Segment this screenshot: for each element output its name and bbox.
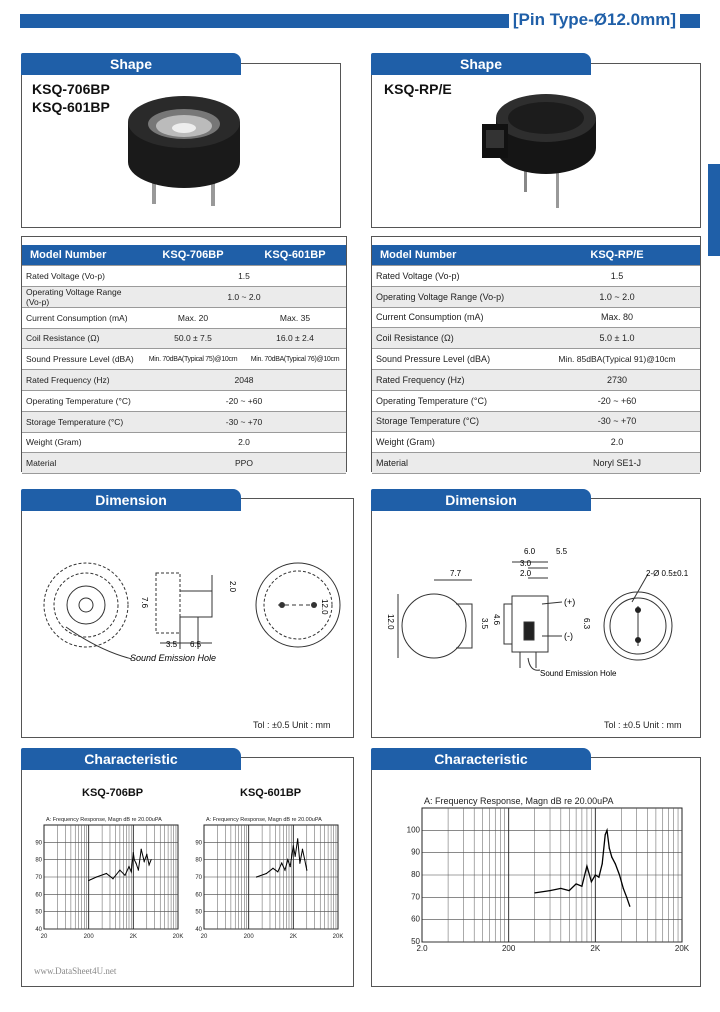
table-row bbox=[22, 432, 346, 453]
chart-x-tick: 200 bbox=[243, 934, 254, 940]
value-cell: Max. 35 bbox=[244, 307, 346, 328]
chart-point bbox=[281, 863, 282, 864]
value-cell: -20 ~ +60 bbox=[142, 390, 346, 411]
chart-y-tick: 60 bbox=[411, 914, 420, 924]
chart-point bbox=[560, 888, 561, 889]
right-dimension-header: Dimension bbox=[371, 489, 591, 511]
table-row bbox=[22, 266, 346, 287]
param-cell: Sound Pressure Level (dBA) bbox=[22, 349, 142, 370]
chart-y-tick: 90 bbox=[411, 847, 420, 857]
plus-terminal: (+) bbox=[564, 597, 576, 607]
chart-706 bbox=[30, 815, 182, 943]
chart-point bbox=[302, 849, 303, 850]
table-row bbox=[372, 390, 700, 411]
param-cell: Material bbox=[372, 453, 534, 474]
table-header-row bbox=[22, 245, 346, 266]
chart-x-tick: 200 bbox=[501, 944, 516, 953]
chart-point bbox=[128, 866, 129, 867]
left-dimension-drawing bbox=[30, 555, 345, 690]
chart-point bbox=[256, 876, 257, 877]
left-spec-panel bbox=[21, 236, 347, 472]
left-spec-table bbox=[22, 245, 346, 474]
dim-label: 3.0 bbox=[520, 559, 532, 568]
chart-y-tick: 80 bbox=[195, 857, 202, 864]
right-characteristic-header: Characteristic bbox=[371, 748, 591, 770]
chart-x-tick: 2K bbox=[129, 934, 138, 940]
param-cell: Storage Temperature (°C) bbox=[372, 411, 534, 432]
table-row bbox=[22, 349, 346, 370]
chart-title-601: KSQ-601BP bbox=[240, 787, 302, 799]
dim-label: 5.5 bbox=[556, 547, 568, 556]
param-cell: Operating Temperature (°C) bbox=[372, 390, 534, 411]
chart-point bbox=[623, 888, 624, 889]
value-cell: Min. 70dBA(Typical 75)@10cm bbox=[142, 349, 244, 370]
dim-label: 4.6 bbox=[492, 614, 501, 626]
param-cell: Rated Frequency (Hz) bbox=[372, 369, 534, 390]
chart-point bbox=[146, 854, 147, 855]
chart-y-tick: 70 bbox=[195, 875, 202, 881]
param-cell: Current Consumption (mA) bbox=[22, 307, 142, 328]
chart-x-tick: 200 bbox=[83, 934, 94, 940]
table-row bbox=[22, 328, 346, 349]
chart-point bbox=[134, 859, 135, 860]
table-row bbox=[372, 411, 700, 432]
chart-point bbox=[266, 873, 267, 874]
value-cell: Min. 85dBA(Typical 91)@10cm bbox=[534, 349, 700, 370]
chart-x-tick: 2.0 bbox=[416, 944, 428, 953]
chart-y-tick: 90 bbox=[195, 840, 202, 847]
dim-label: 12.0 bbox=[320, 599, 329, 615]
value-cell: 1.0 ~ 2.0 bbox=[142, 286, 346, 307]
chart-601 bbox=[190, 815, 342, 943]
dim-label: 2.0 bbox=[228, 581, 237, 593]
value-cell: PPO bbox=[142, 453, 346, 474]
param-cell: Sound Pressure Level (dBA) bbox=[372, 349, 534, 370]
chart-point bbox=[272, 868, 273, 869]
chart-point bbox=[106, 873, 107, 874]
chart-y-tick: 90 bbox=[35, 840, 42, 847]
chart-point bbox=[88, 880, 89, 881]
sound-hole-label: Sound Emission Hole bbox=[130, 653, 217, 663]
value-cell: Max. 80 bbox=[534, 307, 700, 328]
chart-point bbox=[287, 859, 288, 860]
table-row bbox=[372, 307, 700, 328]
left-characteristic-header: Characteristic bbox=[21, 748, 241, 770]
table-row bbox=[372, 328, 700, 349]
value-cell: 2048 bbox=[142, 370, 346, 391]
chart-point bbox=[133, 852, 134, 853]
col-706: KSQ-706BP bbox=[142, 245, 244, 266]
right-product-photo bbox=[478, 82, 598, 218]
side-index-tab bbox=[708, 164, 720, 256]
right-spec-table bbox=[372, 245, 700, 474]
chart-y-tick: 50 bbox=[411, 937, 420, 946]
chart-y-tick: 70 bbox=[411, 892, 420, 902]
chart-subtitle: A: Frequency Response, Magn dB re 20.00uPA bbox=[46, 817, 162, 823]
param-cell: Operating Voltage Range (Vo-p) bbox=[22, 286, 142, 307]
sound-hole-label: Sound Emission Hole bbox=[540, 669, 617, 678]
value-cell: Noryl SE1-J bbox=[534, 453, 700, 474]
table-row bbox=[372, 266, 700, 287]
chart-point bbox=[598, 877, 599, 878]
top-title-bar bbox=[20, 10, 700, 29]
chart-point bbox=[569, 890, 570, 891]
value-cell: -30 ~ +70 bbox=[534, 411, 700, 432]
col-model-number: Model Number bbox=[372, 245, 534, 266]
chart-y-tick: 40 bbox=[195, 927, 202, 933]
dim-label: 3.5 bbox=[480, 618, 489, 630]
chart-x-tick: 20K bbox=[332, 934, 344, 940]
chart-point bbox=[626, 897, 627, 898]
chart-point bbox=[306, 869, 307, 870]
param-cell: Weight (Gram) bbox=[22, 432, 142, 453]
param-cell: Storage Temperature (°C) bbox=[22, 411, 142, 432]
left-model-names bbox=[32, 80, 110, 116]
value-cell: 1.5 bbox=[142, 266, 346, 287]
right-dimension-drawing bbox=[378, 540, 694, 700]
chart-point bbox=[606, 830, 607, 831]
param-cell: Rated Frequency (Hz) bbox=[22, 370, 142, 391]
param-cell: Current Consumption (mA) bbox=[372, 307, 534, 328]
right-tolerance: Tol : ±0.5 Unit : mm bbox=[604, 720, 682, 730]
chart-point bbox=[131, 871, 132, 872]
value-cell: 5.0 ± 1.0 bbox=[534, 328, 700, 349]
right-spec-panel bbox=[371, 236, 701, 472]
table-row bbox=[22, 286, 346, 307]
value-cell: 1.5 bbox=[534, 266, 700, 287]
table-row bbox=[372, 369, 700, 390]
chart-point bbox=[112, 878, 113, 879]
right-model-name: KSQ-RP/E bbox=[384, 81, 452, 97]
table-row bbox=[22, 453, 346, 474]
chart-y-tick: 50 bbox=[35, 909, 42, 916]
table-row bbox=[22, 370, 346, 391]
dim-label: 3.5 bbox=[166, 640, 178, 649]
chart-point bbox=[138, 869, 139, 870]
table-row bbox=[372, 432, 700, 453]
chart-series-line bbox=[257, 839, 307, 877]
value-cell: 2.0 bbox=[534, 432, 700, 453]
param-cell: Operating Temperature (°C) bbox=[22, 390, 142, 411]
chart-x-tick: 20K bbox=[172, 934, 184, 940]
chart-point bbox=[135, 863, 136, 864]
col-model-number: Model Number bbox=[22, 245, 142, 266]
left-product-photo bbox=[118, 82, 258, 212]
chart-point bbox=[293, 845, 294, 846]
table-row bbox=[22, 390, 346, 411]
param-cell: Weight (Gram) bbox=[372, 432, 534, 453]
dim-label: 7.7 bbox=[450, 569, 462, 578]
chart-point bbox=[581, 886, 582, 887]
value-cell: 2730 bbox=[534, 369, 700, 390]
minus-terminal: (-) bbox=[564, 631, 573, 641]
col-601: KSQ-601BP bbox=[244, 245, 346, 266]
chart-point bbox=[576, 883, 577, 884]
left-tolerance: Tol : ±0.5 Unit : mm bbox=[253, 720, 331, 730]
chart-series-line bbox=[535, 830, 630, 906]
chart-y-tick: 40 bbox=[35, 927, 42, 933]
chart-point bbox=[295, 856, 296, 857]
chart-point bbox=[284, 869, 285, 870]
table-row bbox=[372, 453, 700, 474]
right-shape-header: Shape bbox=[371, 53, 591, 75]
chart-point bbox=[148, 864, 149, 865]
dim-label: 12.0 bbox=[386, 614, 395, 630]
chart-point bbox=[591, 881, 592, 882]
value-cell: -20 ~ +60 bbox=[534, 390, 700, 411]
chart-y-tick: 70 bbox=[35, 875, 42, 881]
dim-label: 6.3 bbox=[582, 618, 591, 630]
chart-point bbox=[277, 871, 278, 872]
left-shape-header: Shape bbox=[21, 53, 241, 75]
page-title: [Pin Type-Ø12.0mm] bbox=[509, 10, 680, 30]
col-rpe: KSQ-RP/E bbox=[534, 245, 700, 266]
table-header-row bbox=[372, 245, 700, 266]
chart-point bbox=[304, 859, 305, 860]
dim-label: 7.6 bbox=[140, 597, 149, 609]
param-cell: Material bbox=[22, 453, 142, 474]
chart-point bbox=[534, 892, 535, 893]
table-row bbox=[22, 411, 346, 432]
chart-y-tick: 60 bbox=[35, 892, 42, 899]
value-cell: Max. 20 bbox=[142, 307, 244, 328]
footer-watermark: www.DataSheet4U.net bbox=[34, 966, 117, 976]
chart-point bbox=[119, 869, 120, 870]
chart-y-tick: 60 bbox=[195, 892, 202, 899]
chart-x-tick: 2K bbox=[590, 944, 601, 953]
chart-subtitle: A: Frequency Response, Magn dB re 20.00uPA bbox=[206, 817, 322, 823]
table-row bbox=[372, 286, 700, 307]
chart-point bbox=[602, 863, 603, 864]
value-cell: 1.0 ~ 2.0 bbox=[534, 286, 700, 307]
chart-point bbox=[96, 876, 97, 877]
pins-label: 2-Ø 0.5±0.1 bbox=[646, 569, 689, 578]
chart-rpe bbox=[400, 792, 690, 956]
value-cell: 2.0 bbox=[142, 432, 346, 453]
chart-point bbox=[619, 874, 620, 875]
chart-point bbox=[299, 863, 300, 864]
param-cell: Operating Voltage Range (Vo-p) bbox=[372, 286, 534, 307]
chart-x-tick: 20 bbox=[40, 934, 48, 940]
value-cell: Min. 70dBA(Typical 76)@10cm bbox=[244, 349, 346, 370]
param-cell: Coil Resistance (Ω) bbox=[372, 328, 534, 349]
value-cell: -30 ~ +70 bbox=[142, 411, 346, 432]
chart-point bbox=[290, 866, 291, 867]
model-name-601: KSQ-601BP bbox=[32, 99, 110, 115]
dim-label: 6.5 bbox=[190, 640, 202, 649]
table-row bbox=[372, 349, 700, 370]
chart-point bbox=[124, 875, 125, 876]
param-cell: Coil Resistance (Ω) bbox=[22, 328, 142, 349]
chart-y-tick: 80 bbox=[411, 870, 420, 879]
chart-y-tick: 100 bbox=[406, 825, 420, 835]
table-row bbox=[22, 307, 346, 328]
chart-y-tick: 50 bbox=[195, 909, 202, 916]
chart-point bbox=[141, 849, 142, 850]
chart-subtitle: A: Frequency Response, Magn dB re 20.00uPA bbox=[424, 796, 614, 806]
dim-label: 2.0 bbox=[520, 569, 532, 578]
chart-point bbox=[611, 857, 612, 858]
chart-point bbox=[297, 838, 298, 839]
chart-point bbox=[615, 863, 616, 864]
chart-point bbox=[586, 865, 587, 866]
chart-point bbox=[595, 874, 596, 875]
value-cell: 16.0 ± 2.4 bbox=[244, 328, 346, 349]
chart-point bbox=[629, 906, 630, 907]
value-cell: 50.0 ± 7.5 bbox=[142, 328, 244, 349]
chart-y-tick: 80 bbox=[35, 857, 42, 864]
dim-label: 6.0 bbox=[524, 547, 536, 556]
chart-point bbox=[609, 848, 610, 849]
left-dimension-header: Dimension bbox=[21, 489, 241, 511]
chart-x-tick: 2K bbox=[289, 934, 298, 940]
chart-point bbox=[144, 861, 145, 862]
chart-x-tick: 20K bbox=[674, 944, 690, 953]
param-cell: Rated Voltage (Vo-p) bbox=[22, 266, 142, 287]
param-cell: Rated Voltage (Vo-p) bbox=[372, 266, 534, 287]
model-name-706: KSQ-706BP bbox=[32, 81, 110, 97]
chart-x-tick: 20 bbox=[200, 934, 208, 940]
chart-point bbox=[549, 890, 550, 891]
chart-title-706: KSQ-706BP bbox=[82, 787, 144, 799]
chart-point bbox=[605, 834, 606, 835]
chart-point bbox=[151, 859, 152, 860]
